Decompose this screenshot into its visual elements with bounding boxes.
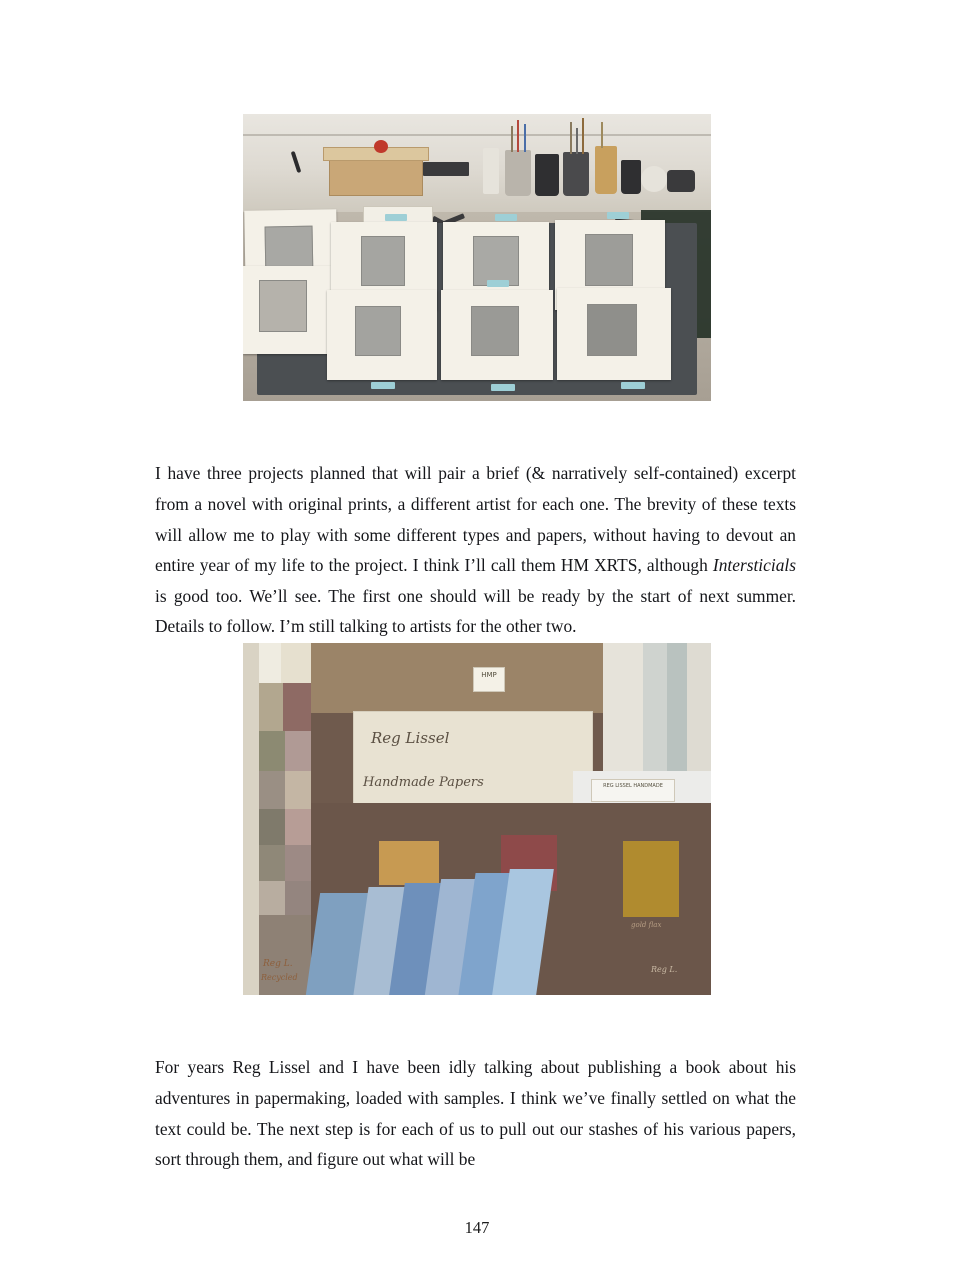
sample-light-taupe [259, 881, 285, 915]
swatch-ochre [379, 841, 439, 885]
brush-7 [601, 122, 603, 148]
blue-tape-6 [491, 384, 515, 391]
sample-edge-cream [243, 643, 259, 995]
brush-5 [576, 128, 578, 154]
pencil-annotation-right: Reg L. [651, 965, 678, 974]
body-paragraph-2: For years Reg Lissel and I have been idly talking about publishing a book about his adventures in papermaking, loaded with samples. I think we’ve finally settled on what the text could be. The next step is for each of us to pull out our stashes of his various papers, sort through them, and figure out what will be [155, 1057, 796, 1170]
sample-taupe [259, 683, 283, 731]
print-sheet-r2c2 [441, 290, 553, 380]
cup-dark [535, 154, 559, 196]
kraft-sheet-top [311, 643, 603, 713]
print-plate [471, 306, 519, 356]
paper-strip-offwhite [687, 643, 711, 771]
blue-tape-7 [621, 382, 645, 389]
small-dark-tool [667, 170, 695, 192]
print-sheet-r2c1 [327, 290, 437, 380]
bottle-white [483, 148, 499, 194]
print-sheet-r2c3 [557, 288, 671, 380]
sample-khaki [259, 845, 285, 881]
sample-white-1 [259, 643, 281, 683]
sample-large-brown-left [259, 915, 311, 995]
print-plate [361, 236, 405, 286]
hmp-tag-label: HMP [481, 671, 497, 679]
sample-olive [259, 731, 285, 771]
bowl-round [641, 166, 667, 192]
print-plate [585, 234, 633, 286]
cup-small-dark [621, 160, 641, 194]
handwritten-envelope [353, 711, 593, 805]
handwriting-name: Reg Lissel [371, 729, 450, 747]
figure-printshop-photo [243, 114, 711, 401]
sample-beige [285, 771, 311, 809]
paper-strip-grey-green [667, 643, 687, 771]
print-plate [355, 306, 401, 356]
cup-brushes [563, 152, 589, 196]
stapler-object [423, 162, 469, 176]
jar-light [505, 150, 531, 196]
print-sheet-left-bottom [243, 266, 331, 354]
handwriting-subtitle: Handmade Papers [363, 775, 484, 790]
sample-dusty-pink [285, 809, 311, 845]
pencil-annotation-left: Reg L. [263, 959, 293, 969]
paragraph-1-text-a: I have three projects planned that will pair a brief (& narratively self-contained) excerpt from a novel with original prints, a different artist for each one. The brevity of these texts will allow me to play with some different types and papers, without having to devout an entire year of my life to the project. I think I’ll call them HM XRTS, although [155, 463, 796, 576]
tomato-object [374, 140, 388, 153]
sample-mauve-dark [283, 683, 311, 731]
sample-mauve [285, 845, 311, 881]
blue-tape-5 [371, 382, 395, 389]
page-number: 147 [464, 1218, 490, 1237]
brush-4 [570, 122, 572, 154]
swatch-gold [623, 841, 679, 917]
blue-tape-1 [385, 214, 407, 221]
sample-stone [259, 809, 285, 845]
brush-6 [582, 118, 584, 154]
sample-rose-grey [285, 731, 311, 771]
paper-strip-pale-grey [643, 643, 667, 771]
body-paragraph-1 [155, 458, 796, 642]
hmp-tag [473, 667, 505, 692]
blue-tape-4 [487, 280, 509, 287]
brush-1 [511, 126, 513, 152]
blue-tape-3 [607, 212, 629, 219]
jar-amber [595, 146, 617, 194]
paragraph-1-emphasis: Intersticials [712, 555, 796, 576]
sample-white-2 [281, 643, 311, 683]
cardboard-box [329, 156, 423, 196]
paper-strip-cream [603, 643, 643, 771]
figure-paper-samples-photo [243, 643, 711, 995]
paper-mill-label: REG LISSEL HANDMADE [591, 779, 675, 802]
print-plate [587, 304, 637, 356]
paragraph-1-text-b: is good too. We’ll see. The first one should will be ready by the start of next summer. Details to follow. I’m still talking to artists for the other two. [155, 585, 796, 637]
sample-warm-grey [259, 771, 285, 809]
brush-3 [524, 124, 526, 152]
print-plate [473, 236, 519, 286]
brush-2 [517, 120, 519, 152]
sample-plum-grey [285, 881, 311, 915]
wall-seam-line [243, 134, 711, 136]
pencil-annotation-left-2: Recycled [261, 973, 298, 982]
blue-tape-2 [495, 214, 517, 221]
pencil-annotation-gold: gold flax [631, 921, 662, 929]
print-plate [259, 280, 307, 332]
